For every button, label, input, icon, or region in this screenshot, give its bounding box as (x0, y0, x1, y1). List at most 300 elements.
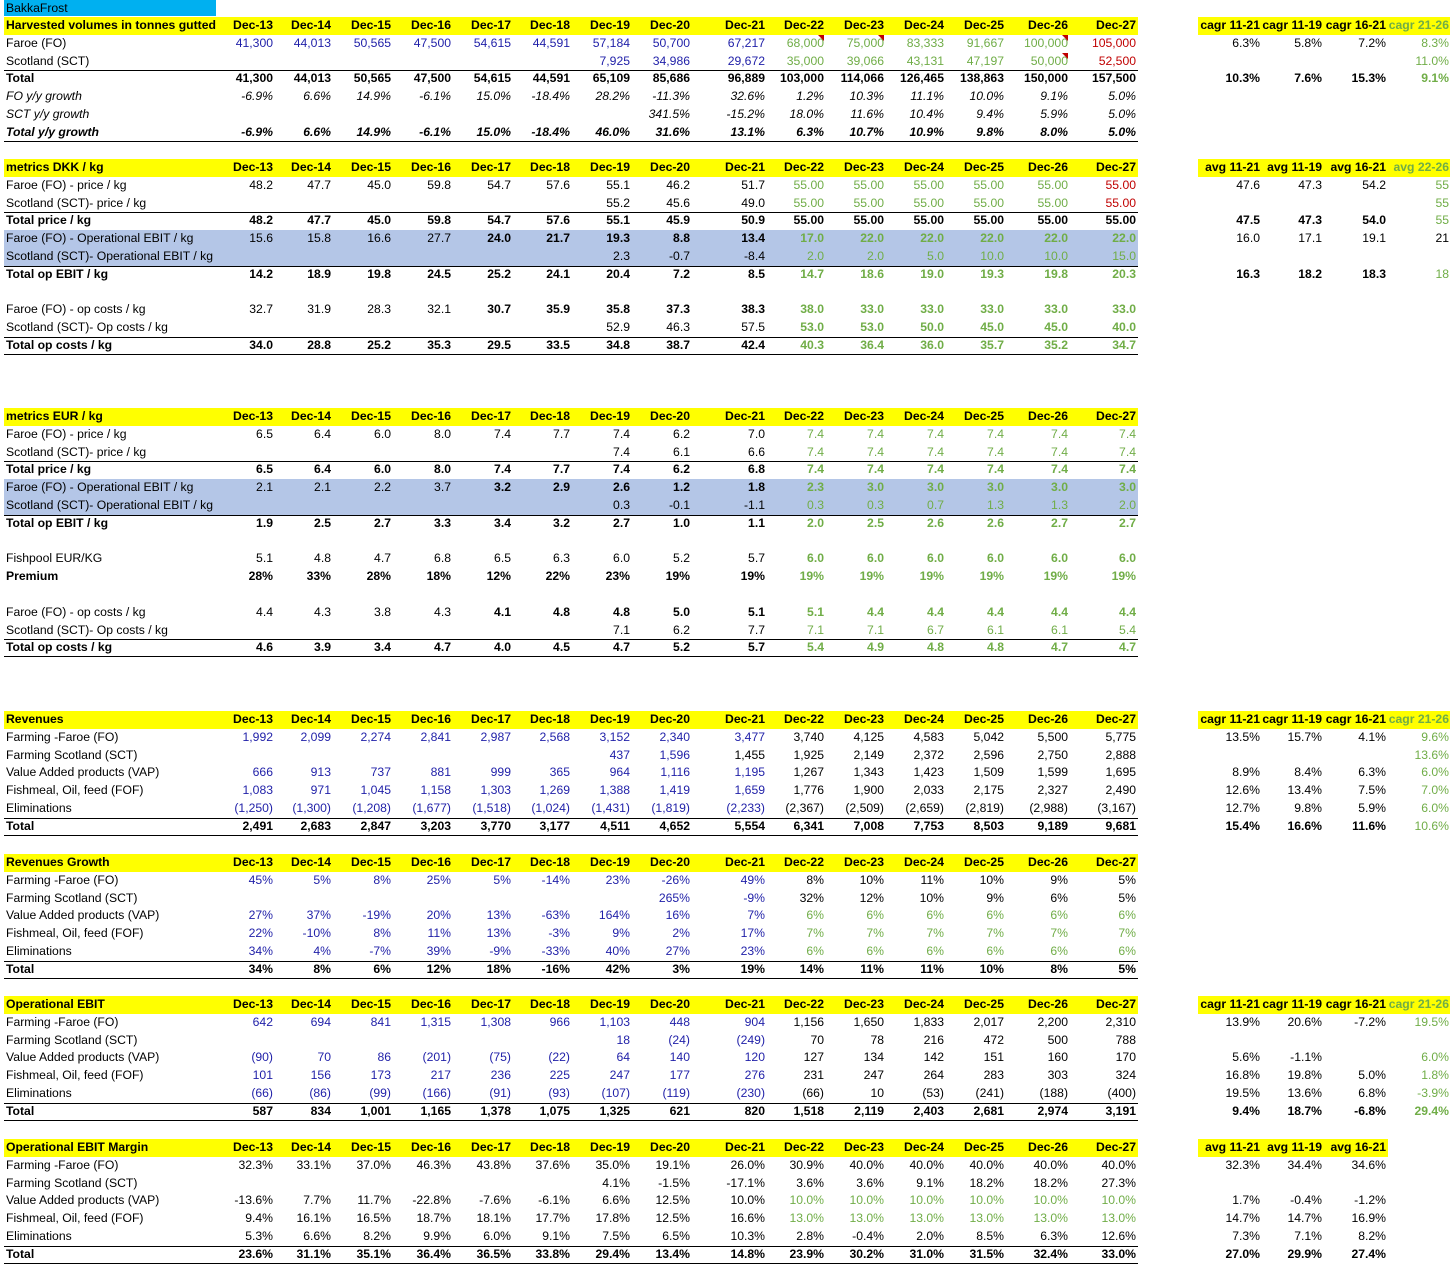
data-cell[interactable]: 33.0% (1101, 1246, 1136, 1261)
data-cell[interactable]: 55.00 (913, 213, 944, 228)
row-label[interactable]: Total (6, 961, 35, 976)
summary-cell[interactable]: 1.7% (1232, 1193, 1260, 1208)
data-cell[interactable] (393, 497, 451, 515)
summary-column-header[interactable]: cagr 11-21 (1200, 712, 1260, 726)
data-cell[interactable]: 6.4 (314, 426, 331, 441)
year-column-header[interactable]: Dec-25 (964, 997, 1004, 1011)
year-column-header[interactable]: Dec-23 (844, 409, 884, 423)
row-label[interactable]: Scotland (SCT)- Operational EBIT / kg (6, 498, 214, 512)
data-cell[interactable]: 55.00 (793, 213, 824, 228)
data-cell[interactable]: 5.3% (245, 1229, 273, 1243)
data-cell[interactable]: 2,340 (659, 729, 690, 744)
data-cell[interactable]: -18.4% (531, 89, 570, 104)
year-column-header[interactable]: Dec-13 (233, 1140, 273, 1154)
summary-cell[interactable]: 6.3% (1358, 765, 1386, 780)
data-cell[interactable]: 54.7 (487, 213, 511, 228)
year-column-header[interactable]: Dec-20 (650, 712, 690, 726)
data-cell[interactable]: 37.3 (666, 302, 690, 317)
data-cell[interactable]: 19.3 (980, 266, 1004, 281)
data-cell[interactable]: 9.8% (976, 124, 1004, 139)
row-label[interactable]: Total price / kg (6, 213, 92, 228)
sheet-title-cell[interactable]: BakkaFrost (4, 0, 216, 16)
data-cell[interactable]: 5.0% (1108, 89, 1136, 104)
table-row[interactable] (0, 230, 1456, 248)
data-cell[interactable]: 35,000 (786, 53, 824, 68)
table-row[interactable] (0, 53, 1456, 71)
data-cell[interactable]: 24.1 (546, 266, 570, 281)
data-cell[interactable]: 6% (806, 944, 824, 958)
data-cell[interactable]: 18.0% (789, 107, 824, 121)
table-row[interactable] (0, 1103, 1456, 1121)
data-cell[interactable] (453, 106, 511, 124)
data-cell[interactable]: 14.9% (356, 124, 391, 139)
data-cell[interactable]: 3,477 (734, 729, 765, 744)
data-cell[interactable]: 1,423 (913, 765, 944, 780)
data-cell[interactable]: 6.3% (1040, 1229, 1068, 1243)
data-cell[interactable]: 5.0% (1108, 124, 1136, 139)
data-cell[interactable]: -22.8% (412, 1193, 451, 1208)
data-cell[interactable]: 6% (926, 944, 944, 958)
data-cell[interactable]: 7.1 (867, 622, 884, 637)
data-cell[interactable]: 7.4 (807, 426, 824, 441)
data-cell[interactable]: 20.3 (1112, 266, 1136, 281)
data-cell[interactable]: 1.3 (987, 498, 1004, 512)
data-cell[interactable]: 2.6 (613, 480, 630, 495)
data-cell[interactable]: 47,500 (413, 35, 451, 50)
data-cell[interactable]: 2.5 (314, 515, 331, 530)
data-cell[interactable]: 15.0% (476, 89, 511, 104)
data-cell[interactable]: 7.4 (494, 462, 511, 477)
data-cell[interactable]: 11% (920, 961, 944, 976)
data-cell[interactable]: 2.6 (987, 515, 1004, 530)
row-label[interactable]: Fishmeal, Oil, feed (FOF) (6, 1068, 144, 1083)
data-cell[interactable]: 7.4 (494, 426, 511, 441)
data-cell[interactable]: 9,189 (1037, 818, 1068, 833)
year-column-header[interactable]: Dec-21 (725, 409, 765, 423)
data-cell[interactable]: 6.6% (303, 1229, 331, 1243)
data-cell[interactable]: 46.0% (595, 124, 630, 139)
data-cell[interactable]: 3.7 (434, 480, 451, 495)
data-cell[interactable]: (1,518) (472, 801, 511, 815)
summary-cell[interactable]: 55 (1435, 177, 1449, 192)
row-label[interactable]: SCT y/y growth (6, 107, 90, 121)
data-cell[interactable]: 36.0 (920, 338, 944, 352)
data-cell[interactable]: 247 (863, 1068, 884, 1083)
data-cell[interactable]: (24) (668, 1032, 690, 1047)
section-header-row[interactable] (0, 159, 1456, 177)
year-column-header[interactable]: Dec-26 (1028, 712, 1068, 726)
comment-indicator-icon[interactable] (878, 35, 884, 41)
data-cell[interactable]: 694 (310, 1014, 331, 1029)
data-cell[interactable]: 3,203 (420, 818, 451, 833)
data-cell[interactable]: 25.2 (367, 338, 391, 352)
data-cell[interactable]: 737 (370, 765, 391, 780)
year-column-header[interactable]: Dec-25 (964, 160, 1004, 174)
data-cell[interactable]: 45.0 (367, 213, 391, 228)
year-column-header[interactable]: Dec-20 (650, 409, 690, 423)
year-column-header[interactable]: Dec-15 (351, 997, 391, 1011)
data-cell[interactable]: 42% (605, 961, 630, 976)
data-cell[interactable]: 1,303 (480, 783, 511, 798)
data-cell[interactable]: 54.7 (487, 177, 511, 192)
data-cell[interactable]: 7.4 (1119, 426, 1136, 441)
data-cell[interactable]: 6% (806, 908, 824, 923)
data-cell[interactable]: 19.8 (367, 266, 391, 281)
data-cell[interactable]: 303 (1047, 1068, 1068, 1083)
data-cell[interactable]: 13.4 (741, 231, 765, 246)
data-cell[interactable]: 4.8 (314, 551, 331, 566)
data-cell[interactable]: 6.6 (748, 444, 765, 459)
data-cell[interactable]: 1.2 (673, 480, 690, 495)
data-cell[interactable]: (2,233) (726, 801, 765, 815)
table-row[interactable] (0, 1246, 1456, 1264)
data-cell[interactable]: 2.0 (867, 249, 884, 263)
data-cell[interactable]: 54,615 (473, 35, 511, 50)
data-cell[interactable]: 8.5% (976, 1229, 1004, 1243)
table-row[interactable] (0, 568, 1456, 586)
year-column-header[interactable]: Dec-18 (530, 409, 570, 423)
summary-cell[interactable]: 13.6% (1414, 747, 1449, 762)
data-cell[interactable] (215, 747, 273, 765)
year-column-header[interactable]: Dec-21 (725, 18, 765, 32)
summary-column-header[interactable]: avg 11-21 (1205, 1140, 1260, 1154)
data-cell[interactable]: 3.0 (927, 480, 944, 495)
year-column-header[interactable]: Dec-18 (530, 855, 570, 869)
data-cell[interactable]: 3.0 (1119, 480, 1136, 495)
data-cell[interactable]: 55.00 (853, 195, 884, 210)
data-cell[interactable]: 50.0 (920, 320, 944, 335)
data-cell[interactable]: -11.3% (652, 89, 690, 104)
data-cell[interactable]: 40.0% (909, 1157, 944, 1172)
data-cell[interactable]: 1,325 (599, 1103, 630, 1118)
data-cell[interactable]: 4,511 (600, 818, 630, 833)
data-cell[interactable] (333, 319, 391, 337)
data-cell[interactable]: 57.6 (546, 177, 570, 192)
data-cell[interactable] (512, 1032, 570, 1050)
table-row[interactable] (0, 479, 1456, 497)
data-cell[interactable]: -18.4% (531, 124, 570, 139)
data-cell[interactable]: 2,200 (1037, 1014, 1068, 1029)
data-cell[interactable]: 6.2 (673, 426, 690, 441)
table-row[interactable] (0, 729, 1456, 747)
data-cell[interactable]: 231 (803, 1068, 824, 1083)
year-column-header[interactable]: Dec-22 (784, 409, 824, 423)
data-cell[interactable]: 7.7 (748, 622, 765, 637)
data-cell[interactable] (453, 248, 511, 266)
data-cell[interactable] (273, 622, 331, 640)
summary-cell[interactable] (1387, 1192, 1449, 1210)
summary-cell[interactable]: 19.5% (1225, 1086, 1260, 1100)
data-cell[interactable]: 5.1 (807, 604, 824, 619)
data-cell[interactable]: 42.4 (741, 338, 765, 352)
data-cell[interactable]: 6.0 (867, 551, 884, 566)
year-column-header[interactable]: Dec-15 (351, 160, 391, 174)
data-cell[interactable] (393, 53, 451, 71)
data-cell[interactable]: 834 (310, 1103, 331, 1118)
data-cell[interactable]: 151 (983, 1050, 1004, 1065)
data-cell[interactable]: 820 (744, 1103, 765, 1118)
year-column-header[interactable]: Dec-27 (1096, 855, 1136, 869)
data-cell[interactable] (512, 622, 570, 640)
data-cell[interactable]: 6.5 (256, 426, 273, 441)
data-cell[interactable]: 34,986 (652, 53, 690, 68)
data-cell[interactable]: 134 (863, 1050, 884, 1065)
data-cell[interactable]: (2,988) (1029, 801, 1068, 815)
summary-cell[interactable]: -1.1% (1290, 1050, 1322, 1065)
data-cell[interactable]: 25.2 (487, 266, 511, 281)
data-cell[interactable]: 12% (859, 890, 884, 905)
data-cell[interactable]: 841 (370, 1014, 391, 1029)
data-cell[interactable]: 50,000 (1030, 53, 1068, 68)
data-cell[interactable]: 1,308 (480, 1014, 511, 1029)
data-cell[interactable] (512, 497, 570, 515)
data-cell[interactable]: 9% (612, 926, 630, 941)
table-row[interactable] (0, 1157, 1456, 1175)
data-cell[interactable]: (2,367) (785, 801, 824, 815)
year-column-header[interactable]: Dec-25 (964, 1140, 1004, 1154)
data-cell[interactable]: 6% (866, 908, 884, 923)
data-cell[interactable]: 10% (859, 872, 884, 887)
data-cell[interactable]: 50,700 (652, 35, 690, 50)
data-cell[interactable]: 13.0% (789, 1211, 824, 1226)
data-cell[interactable] (572, 890, 630, 908)
summary-column-header[interactable]: avg 16-21 (1330, 160, 1386, 174)
summary-cell[interactable]: 55 (1435, 195, 1449, 210)
data-cell[interactable]: 55.00 (1105, 213, 1136, 228)
data-cell[interactable] (273, 747, 331, 765)
year-column-header[interactable]: Dec-19 (590, 855, 630, 869)
data-cell[interactable]: 6.5% (662, 1229, 690, 1243)
data-cell[interactable]: 4.4 (256, 604, 273, 619)
data-cell[interactable]: 33% (306, 569, 331, 584)
data-cell[interactable]: 19.8 (1044, 266, 1068, 281)
data-cell[interactable] (333, 747, 391, 765)
row-label[interactable]: Farming Scotland (SCT) (6, 1032, 138, 1047)
data-cell[interactable]: 2,683 (300, 818, 331, 833)
data-cell[interactable]: 2.8% (796, 1229, 824, 1243)
section-title[interactable]: Revenues Growth (6, 855, 110, 869)
data-cell[interactable]: (1,024) (531, 801, 570, 815)
data-cell[interactable]: 788 (1115, 1032, 1136, 1047)
data-cell[interactable]: 6.1 (987, 622, 1004, 637)
year-column-header[interactable]: Dec-26 (1028, 1140, 1068, 1154)
year-column-header[interactable]: Dec-16 (411, 409, 451, 423)
data-cell[interactable] (453, 195, 511, 213)
row-label[interactable]: Value Added products (VAP) (6, 1193, 160, 1208)
data-cell[interactable]: 33.0 (920, 302, 944, 317)
year-column-header[interactable]: Dec-22 (784, 712, 824, 726)
data-cell[interactable]: 32.1 (427, 302, 451, 317)
data-cell[interactable]: 40.0 (1112, 320, 1136, 335)
data-cell[interactable]: 6.2 (673, 622, 690, 637)
data-cell[interactable]: 140 (669, 1050, 690, 1065)
row-label[interactable]: Fishmeal, Oil, feed (FOF) (6, 783, 144, 798)
data-cell[interactable]: (1,300) (292, 801, 331, 815)
year-column-header[interactable]: Dec-24 (904, 1140, 944, 1154)
data-cell[interactable]: 247 (609, 1068, 630, 1083)
row-label[interactable]: Farming Scotland (SCT) (6, 890, 138, 905)
data-cell[interactable]: 8.0% (1040, 124, 1068, 139)
data-cell[interactable]: 4.0 (494, 640, 511, 655)
data-cell[interactable]: 13% (486, 908, 511, 923)
data-cell[interactable]: 7.4 (867, 426, 884, 441)
summary-cell[interactable]: 27.0% (1225, 1246, 1260, 1261)
data-cell[interactable]: 47.7 (307, 177, 331, 192)
data-cell[interactable]: (119) (662, 1086, 690, 1100)
summary-cell[interactable]: 7.2% (1358, 35, 1386, 50)
row-label[interactable]: Scotland (SCT)- price / kg (6, 444, 147, 459)
data-cell[interactable]: 5,042 (973, 729, 1004, 744)
data-cell[interactable]: 37% (306, 908, 331, 923)
data-cell[interactable]: 13.0% (1101, 1211, 1136, 1226)
data-cell[interactable]: 1,195 (734, 765, 765, 780)
data-cell[interactable] (215, 1175, 273, 1193)
data-cell[interactable]: 5,775 (1105, 729, 1136, 744)
year-column-header[interactable]: Dec-27 (1096, 1140, 1136, 1154)
row-label[interactable]: Farming -Faroe (FO) (6, 1157, 119, 1172)
data-cell[interactable]: -6.9% (241, 124, 273, 139)
summary-cell[interactable]: 29.9% (1287, 1246, 1322, 1261)
data-cell[interactable]: 52.9 (606, 320, 630, 335)
data-cell[interactable]: 8% (806, 872, 824, 887)
data-cell[interactable]: 35.8 (606, 302, 630, 317)
data-cell[interactable] (333, 444, 391, 462)
data-cell[interactable]: 18% (426, 569, 451, 584)
data-cell[interactable]: 7% (866, 926, 884, 941)
data-cell[interactable]: 1,315 (420, 1014, 451, 1029)
summary-cell[interactable]: 18.3 (1362, 266, 1386, 281)
summary-cell[interactable]: 54.0 (1362, 213, 1386, 228)
summary-cell[interactable]: 16.0 (1236, 231, 1260, 246)
data-cell[interactable]: 7% (1118, 926, 1136, 941)
summary-cell[interactable]: 6.0% (1421, 801, 1449, 815)
data-cell[interactable]: 5.1 (748, 604, 765, 619)
data-cell[interactable]: 7% (1050, 926, 1068, 941)
data-cell[interactable]: 621 (669, 1103, 690, 1118)
data-cell[interactable]: 17.7% (535, 1211, 570, 1226)
data-cell[interactable]: 7% (747, 908, 765, 923)
year-column-header[interactable]: Dec-24 (904, 160, 944, 174)
table-row[interactable] (0, 782, 1456, 800)
data-cell[interactable]: 7,925 (599, 53, 630, 68)
summary-cell[interactable] (1387, 1246, 1449, 1264)
data-cell[interactable]: 7.2 (673, 266, 690, 281)
data-cell[interactable]: 55.00 (973, 195, 1004, 210)
data-cell[interactable]: (2,659) (905, 801, 944, 815)
year-column-header[interactable]: Dec-20 (650, 18, 690, 32)
data-cell[interactable]: 18.1% (476, 1211, 511, 1226)
data-cell[interactable]: (53) (922, 1086, 944, 1100)
summary-cell[interactable]: -3.9% (1417, 1086, 1449, 1100)
data-cell[interactable]: 341.5% (648, 107, 690, 121)
data-cell[interactable]: 35.3 (427, 338, 451, 352)
data-cell[interactable]: 19% (799, 569, 824, 584)
table-row[interactable] (0, 586, 1456, 604)
data-cell[interactable]: -6.1% (538, 1193, 570, 1208)
data-cell[interactable] (453, 319, 511, 337)
data-cell[interactable]: 6% (926, 908, 944, 923)
data-cell[interactable]: 150,000 (1023, 71, 1068, 86)
data-cell[interactable]: 41,300 (235, 35, 273, 50)
summary-cell[interactable]: 47.6 (1236, 177, 1260, 192)
data-cell[interactable]: 3,770 (480, 818, 511, 833)
data-cell[interactable]: 7.4 (1051, 444, 1068, 459)
summary-cell[interactable]: 19.1 (1362, 231, 1386, 246)
data-cell[interactable] (393, 195, 451, 213)
data-cell[interactable]: 8% (313, 961, 331, 976)
data-cell[interactable]: 55.00 (913, 177, 944, 192)
row-label[interactable]: FO y/y growth (6, 89, 82, 104)
data-cell[interactable] (333, 195, 391, 213)
data-cell[interactable]: 21.7 (546, 231, 570, 246)
data-cell[interactable]: 2,119 (854, 1103, 884, 1118)
data-cell[interactable]: 3.4 (374, 640, 391, 655)
data-cell[interactable]: 11% (920, 872, 944, 887)
data-cell[interactable]: 4.7 (434, 640, 451, 655)
year-column-header[interactable]: Dec-13 (233, 997, 273, 1011)
data-cell[interactable]: 22.0 (980, 231, 1004, 246)
data-cell[interactable]: 5% (493, 872, 511, 887)
data-cell[interactable]: 4.3 (314, 604, 331, 619)
data-cell[interactable]: 11% (860, 961, 884, 976)
data-cell[interactable]: 14.7 (800, 266, 824, 281)
data-cell[interactable]: 14.8% (730, 1246, 765, 1261)
year-column-header[interactable]: Dec-17 (471, 1140, 511, 1154)
data-cell[interactable]: 8.8 (673, 231, 690, 246)
data-cell[interactable]: (66) (251, 1086, 273, 1100)
data-cell[interactable]: 1,455 (734, 747, 765, 762)
year-column-header[interactable]: Dec-14 (291, 160, 331, 174)
year-column-header[interactable]: Dec-21 (725, 997, 765, 1011)
data-cell[interactable]: -3% (548, 926, 570, 941)
data-cell[interactable]: 173 (370, 1068, 391, 1083)
data-cell[interactable]: 225 (549, 1068, 570, 1083)
row-label[interactable]: Total (6, 1246, 35, 1261)
data-cell[interactable]: 33.1% (296, 1157, 331, 1172)
data-cell[interactable]: 49.0 (741, 195, 765, 210)
data-cell[interactable]: 3.3 (434, 515, 451, 530)
data-cell[interactable]: 38.0 (800, 302, 824, 317)
row-label[interactable]: Scotland (SCT)- Op costs / kg (6, 622, 168, 637)
year-column-header[interactable]: Dec-27 (1096, 997, 1136, 1011)
data-cell[interactable]: 29.4% (595, 1246, 630, 1261)
summary-cell[interactable]: 8.4% (1294, 765, 1322, 780)
year-column-header[interactable]: Dec-13 (233, 712, 273, 726)
data-cell[interactable]: 6.6% (303, 124, 331, 139)
data-cell[interactable]: 3% (672, 961, 690, 976)
row-label[interactable]: Fishmeal, Oil, feed (FOF) (6, 1211, 144, 1226)
data-cell[interactable]: (1,208) (352, 801, 391, 815)
summary-cell[interactable] (1324, 53, 1386, 71)
summary-cell[interactable]: 47.5 (1236, 213, 1260, 228)
year-column-header[interactable]: Dec-20 (650, 1140, 690, 1154)
data-cell[interactable]: 18.6 (860, 266, 884, 281)
year-column-header[interactable]: Dec-13 (233, 855, 273, 869)
year-column-header[interactable]: Dec-15 (351, 1140, 391, 1154)
data-cell[interactable]: 3.2 (553, 515, 570, 530)
summary-column-header[interactable]: cagr 11-21 (1200, 18, 1260, 32)
data-cell[interactable] (393, 444, 451, 462)
summary-cell[interactable]: 27.4% (1351, 1246, 1386, 1261)
data-cell[interactable]: 19% (979, 569, 1004, 584)
data-cell[interactable]: 6.7 (927, 622, 944, 637)
year-column-header[interactable]: Dec-26 (1028, 855, 1068, 869)
section-title[interactable]: metrics DKK / kg (6, 160, 104, 174)
data-cell[interactable]: 46.3% (416, 1157, 451, 1172)
year-column-header[interactable]: Dec-23 (844, 997, 884, 1011)
data-cell[interactable]: 105,000 (1091, 35, 1136, 50)
data-cell[interactable]: -7.6% (479, 1193, 511, 1208)
